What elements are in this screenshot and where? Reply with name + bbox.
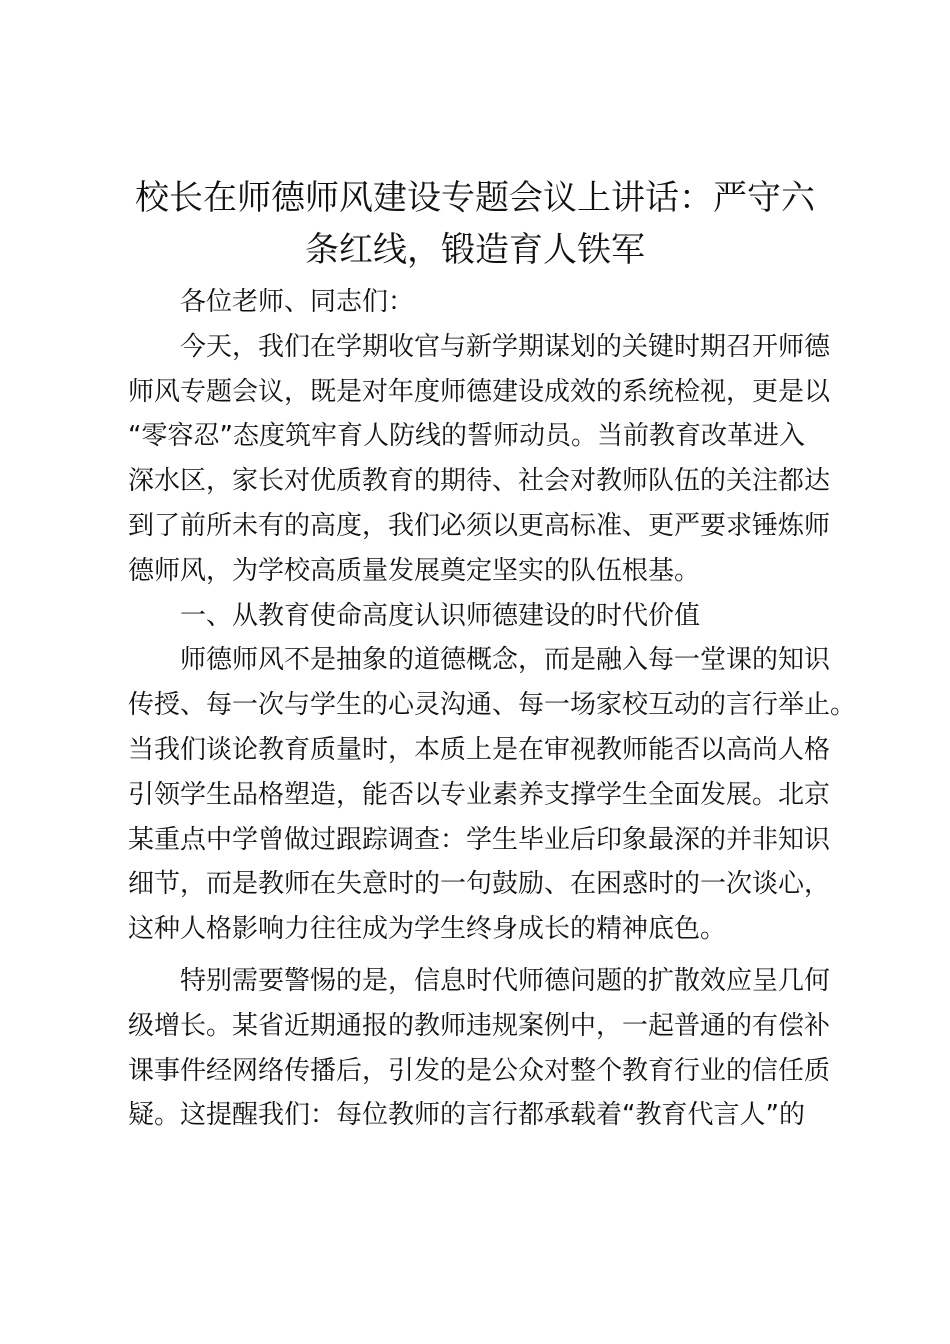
- document-title: [110, 172, 840, 276]
- paragraph-line: 级增长。某省近期通报的教师违规案例中，一起普通的有偿补: [128, 1010, 831, 1041]
- paragraph-2: [128, 638, 857, 952]
- paragraph-1: [128, 325, 840, 594]
- paragraph-line: 细节，而是教师在失意时的一句鼓励、在困惑时的一次谈心，: [128, 869, 831, 900]
- section-heading-1: 一、从教育使命高度认识师德建设的时代价值: [180, 600, 701, 631]
- paragraph-3: [128, 959, 840, 1138]
- paragraph-line: 师风专题会议，既是对年度师德建设成效的系统检视，更是以: [128, 376, 831, 407]
- paragraph-line: 德师风，为学校高质量发展奠定坚实的队伍根基。: [128, 555, 701, 586]
- paragraph-line: 当我们谈论教育质量时，本质上是在审视教师能否以高尚人格: [128, 734, 831, 765]
- paragraph-line: 今天，我们在学期收官与新学期谋划的关键时期召开师德: [180, 331, 831, 362]
- paragraph-line: 师德师风不是抽象的道德概念，而是融入每一堂课的知识: [180, 645, 831, 676]
- paragraph-line: 特别需要警惕的是，信息时代师德问题的扩散效应呈几何: [180, 965, 831, 996]
- title-line-1: 校长在师德师风建设专题会议上讲话：严守六: [135, 178, 815, 218]
- paragraph-line: 某重点中学曾做过跟踪调查：学生毕业后印象最深的并非知识: [128, 824, 831, 855]
- document-body: [128, 280, 857, 1138]
- title-line-2: 条红线，锻造育人铁军: [305, 230, 645, 270]
- paragraph-line: 传授、每一次与学生的心灵沟通、每一场家校互动的言行举止。: [128, 690, 857, 721]
- paragraph-line: 到了前所未有的高度，我们必须以更高标准、更严要求锤炼师: [128, 510, 831, 541]
- paragraph-line: 疑。这提醒我们：每位教师的言行都承载着“教育代言人”的: [128, 1100, 805, 1131]
- paragraph-spacer: [128, 952, 840, 959]
- paragraph-line: 这种人格影响力往往成为学生终身成长的精神底色。: [128, 914, 727, 945]
- paragraph-line: “零容忍”态度筑牢育人防线的誓师动员。当前教育改革进入: [128, 421, 805, 452]
- salutation: 各位老师、同志们：: [180, 287, 415, 317]
- paragraph-line: 引领学生品格塑造，能否以专业素养支撑学生全面发展。北京: [128, 779, 831, 810]
- paragraph-line: 课事件经网络传播后，引发的是公众对整个教育行业的信任质: [128, 1055, 831, 1086]
- paragraph-line: 深水区，家长对优质教育的期待、社会对教师队伍的关注都达: [128, 466, 831, 497]
